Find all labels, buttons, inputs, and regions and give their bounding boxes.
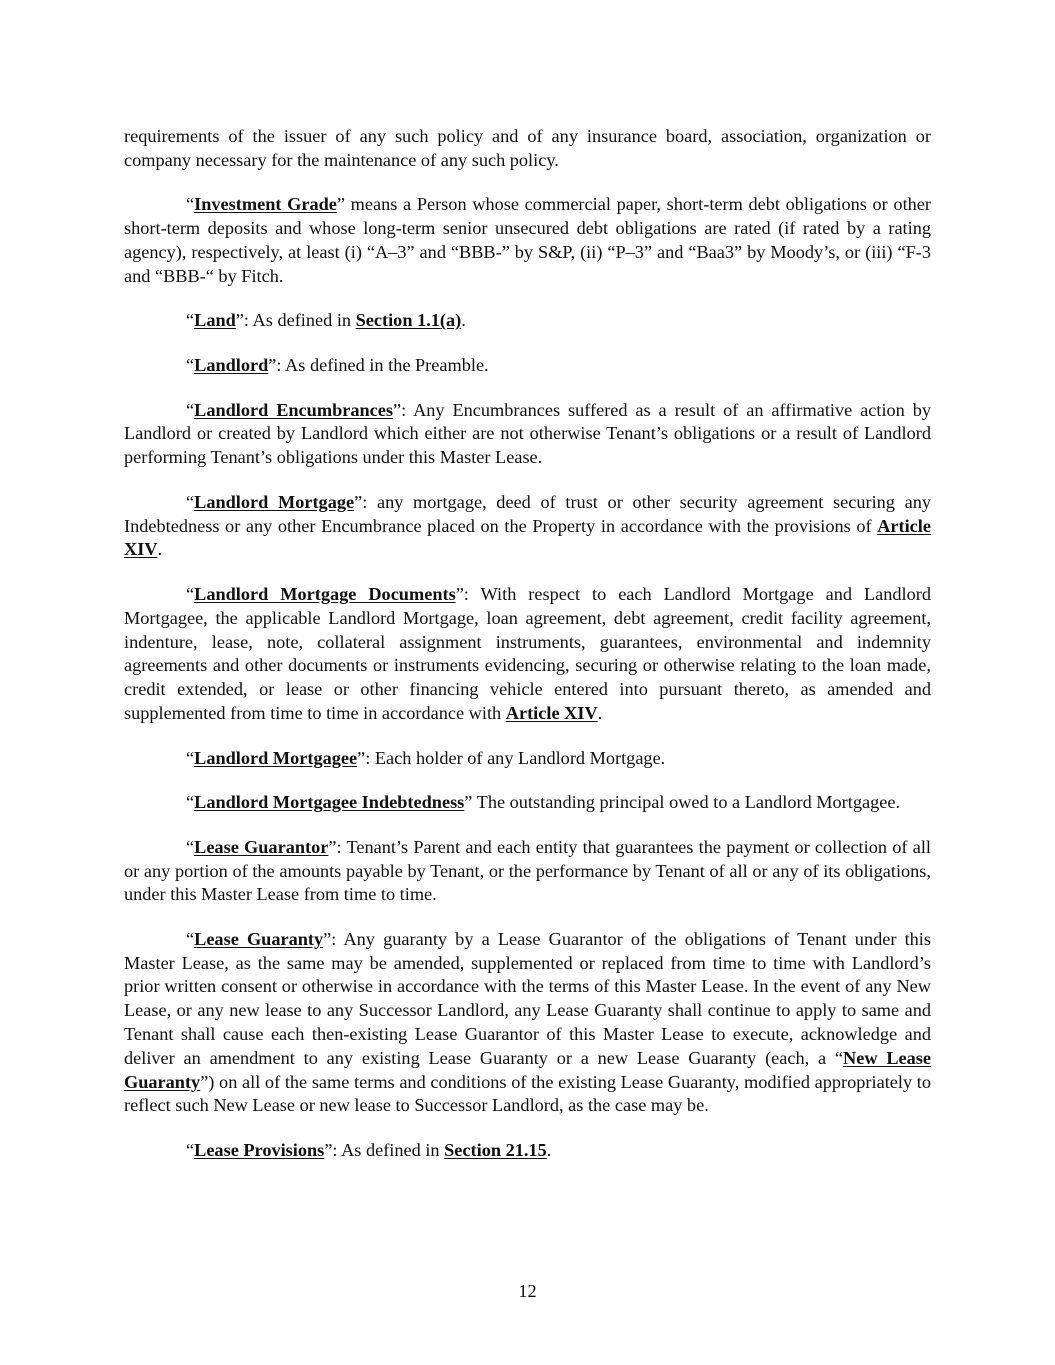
paragraph-text: ”: Each holder of any Landlord Mortgage. <box>357 747 666 768</box>
definition-investment-grade <box>124 193 931 288</box>
paragraph-continuation <box>124 125 931 173</box>
defined-term: Investment Grade <box>194 194 337 215</box>
paragraph-text: ”: With respect to each Landlord Mortgage and Landlord Mortgagee, the applicable Landlord Mortgage, loan agreement, debt agreement, credit facility agreement, indenture, lease, note, collateral assignment instruments, guarantees, environmental and indemnity agreements and other documents or instruments evidencing, securing or otherwise relating to the loan made, credit extended, or lease or other financing vehicle entered into pursuant thereto, as amended and supplemented from time to time in accordance with <box>124 583 932 723</box>
paragraph-text: ”: As defined in <box>324 1140 445 1161</box>
paragraph-text: “ <box>186 354 195 375</box>
definition-landlord <box>124 354 931 378</box>
paragraph-text: “ <box>186 491 195 512</box>
paragraph-text: “ <box>186 792 195 813</box>
defined-term: Land <box>194 310 236 331</box>
paragraph-text: “ <box>186 583 195 604</box>
defined-term: Landlord Mortgage Documents <box>194 583 456 604</box>
defined-term: Lease Guarantor <box>194 836 329 857</box>
defined-term: Lease Guaranty <box>194 928 324 949</box>
paragraph-text: ”: Tenant’s Parent and each entity that guarantees the payment or collection of all or any portion of the amounts payable by Tenant, or the performance by Tenant of all or any of its obligations, under this Master Lease from time to time. <box>124 836 931 905</box>
definition-landlord-encumbrances <box>124 399 931 470</box>
paragraph-text: ”: As defined in the Preamble. <box>268 354 489 375</box>
paragraph-text: . <box>461 310 466 331</box>
paragraph-text: ”: Any guaranty by a Lease Guarantor of the obligations of Tenant under this Master Lease, as the same may be amended, supplemented or replaced from time to time with Landlord’s prior written consent or otherwise in accordance with the terms of this Master Lease. In the event of any New Lease, or any new lease to any Successor Landlord, any Lease Guaranty shall continue to apply to same and Tenant shall cause each then-existing Lease Guarantor of this Master Lease to execute, acknowledge and deliver an amendment to any existing Lease Guaranty or a new Lease Guaranty (each, a “ <box>124 928 931 1068</box>
cross-reference: Section 1.1(a) <box>355 310 462 331</box>
definition-landlord-mortgagee-indebtedness <box>124 791 931 815</box>
definition-lease-guarantor <box>124 836 931 907</box>
paragraph-text: “ <box>186 1140 195 1161</box>
cross-reference: Section 21.15 <box>444 1140 547 1161</box>
definition-lease-guaranty <box>124 928 931 1118</box>
paragraph-text: . <box>546 1140 552 1161</box>
paragraph-text: “ <box>186 836 195 857</box>
paragraph-text: ”: As defined in <box>235 310 356 331</box>
paragraph-text: ”) on all of the same terms and conditions of the existing Lease Guaranty, modified appropriately to reflect such New Lease or new lease to Successor Landlord, as the case may be. <box>124 1071 931 1116</box>
paragraph-text: “ <box>186 928 195 949</box>
defined-term: Landlord Mortgagee Indebtedness <box>194 792 465 813</box>
defined-term: New Lease Guaranty <box>124 1047 931 1092</box>
defined-term: Landlord <box>194 354 269 375</box>
paragraph-text: requirements of the issuer of any such policy and of any insurance board, association, organization or company necessary for the maintenance of any such policy. <box>124 126 931 170</box>
paragraph-text: ”: any mortgage, deed of trust or other security agreement securing any Indebtedness or any other Encumbrance placed on the Property in accordance with the provisions of <box>124 491 932 536</box>
paragraph-text: “ <box>186 194 195 215</box>
paragraph-text: “ <box>186 747 195 768</box>
paragraph-text: . <box>157 539 163 560</box>
paragraph-text: “ <box>186 310 195 331</box>
cross-reference: Article XIV <box>505 702 598 723</box>
document-body <box>124 125 931 1184</box>
defined-term: Landlord Encumbrances <box>194 399 393 420</box>
definition-landlord-mortgagee <box>124 747 931 771</box>
definition-lease-provisions <box>124 1139 931 1163</box>
cross-reference: Article XIV <box>124 515 931 560</box>
paragraph-text: “ <box>186 399 195 420</box>
page-number: 12 <box>518 1281 537 1301</box>
definition-landlord-mortgage <box>124 491 931 562</box>
paragraph-text: ” The outstanding principal owed to a Landlord Mortgagee. <box>464 792 901 813</box>
defined-term: Landlord Mortgage <box>194 491 355 512</box>
defined-term: Lease Provisions <box>194 1140 325 1161</box>
defined-term: Landlord Mortgagee <box>194 747 358 768</box>
definition-land <box>124 309 931 333</box>
paragraph-text: ” means a Person whose commercial paper, short-term debt obligations or other short-term deposits and whose long-term senior unsecured debt obligations are rated (if rated by a rating agency), respectively, at least (i) “A–3” and “BBB-” by S&P, (ii) “P–3” and “Baa3” by Moody’s, or (iii) “F-3 and “BBB-“ by Fitch. <box>124 194 931 286</box>
definition-landlord-mortgage-documents <box>124 583 931 726</box>
paragraph-text: ”: Any Encumbrances suffered as a result of an affirmative action by Landlord or created by Landlord which either are not otherwise Tenant’s obligations or a result of Landlord performing Tenant’s obligations under this Master Lease. <box>124 399 931 468</box>
paragraph-text: . <box>597 702 603 723</box>
